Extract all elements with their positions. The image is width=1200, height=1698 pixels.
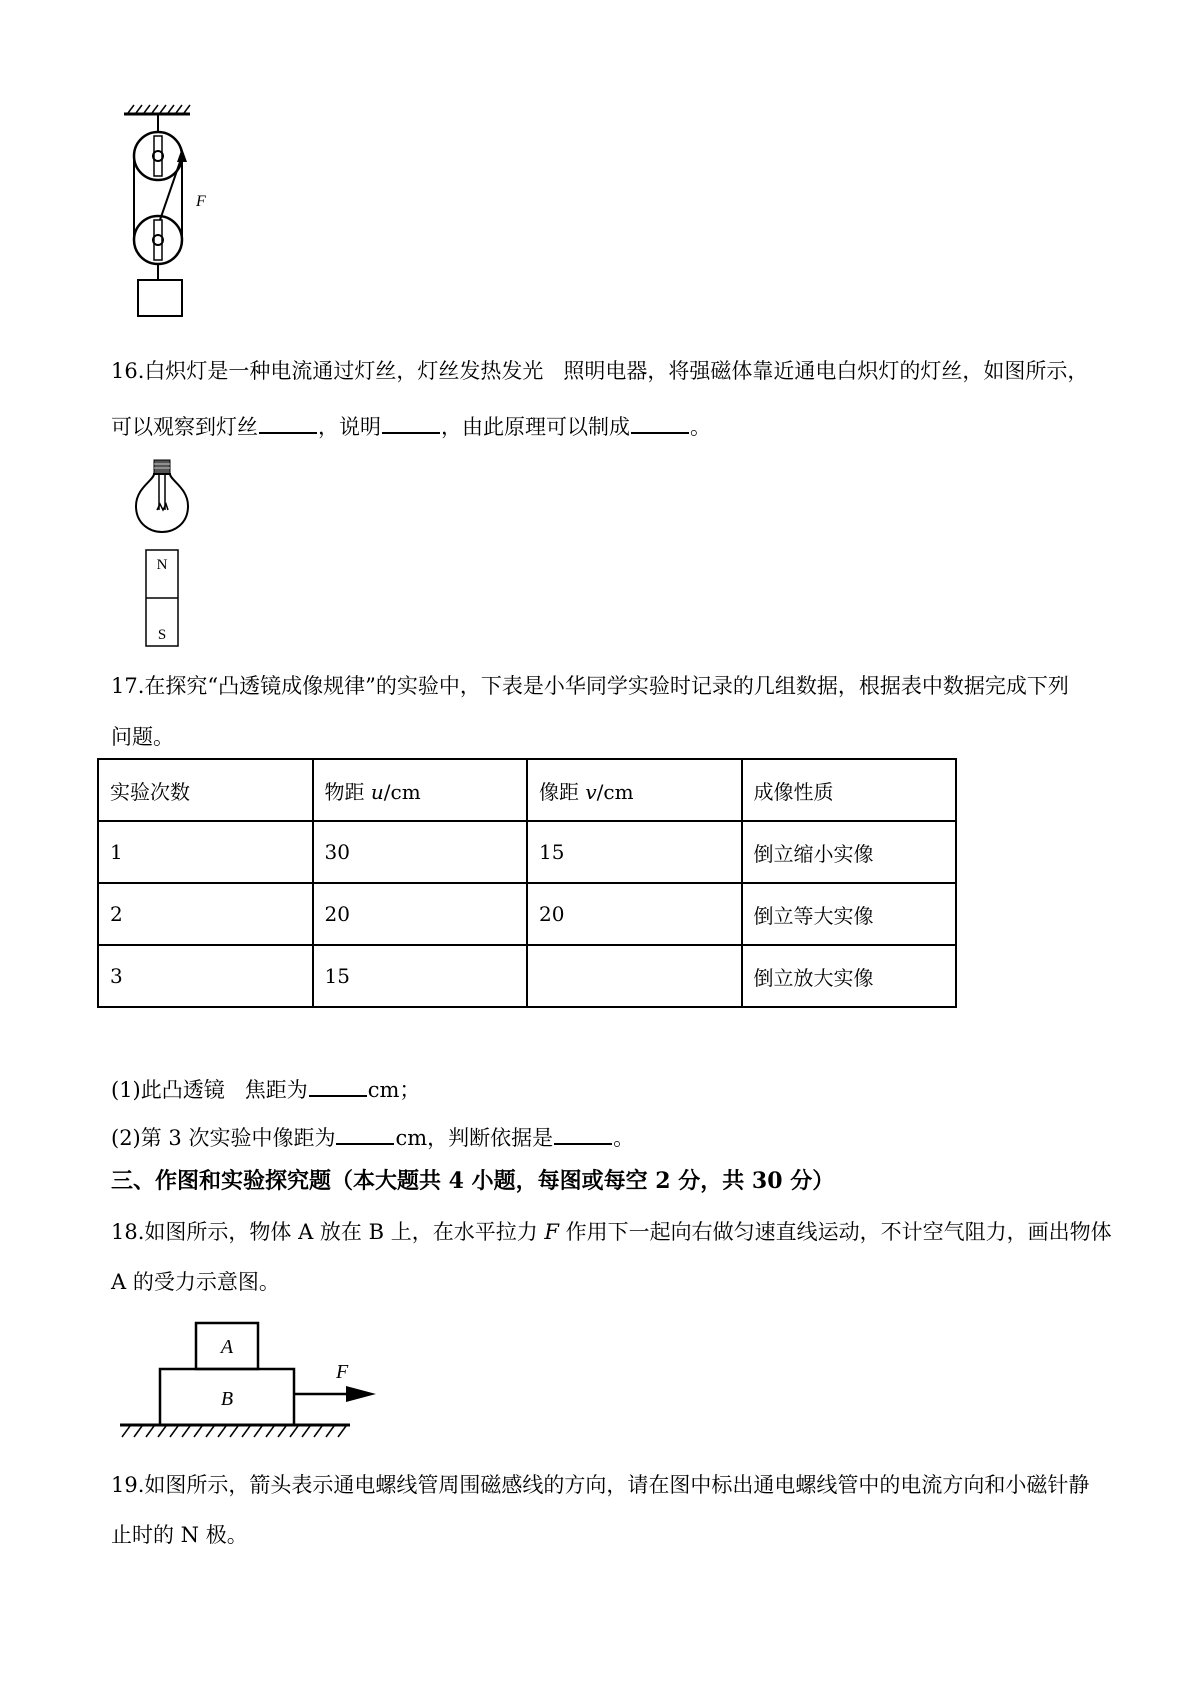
table-cell: 倒立缩小实像 <box>742 821 957 883</box>
q19-line1: 19.如图所示，箭头表示通电螺线管周围磁感线的方向，请在图中标出通电螺线管中的电流方向和小磁针静 <box>111 1473 1090 1497</box>
block-a-label: A <box>220 1336 234 1358</box>
answer-blank[interactable] <box>259 412 317 434</box>
answer-blank[interactable] <box>554 1123 612 1145</box>
bulb-magnet-diagram <box>132 458 192 648</box>
table-row <box>98 945 956 1007</box>
q19-line2: 止时的 N 极。 <box>111 1523 248 1547</box>
table-cell: 15 <box>527 821 742 883</box>
force-label: F <box>336 1361 349 1383</box>
table-header-cell: 实验次数 <box>98 759 313 821</box>
force-label: F <box>196 193 206 210</box>
table-cell: 倒立放大实像 <box>742 945 957 1007</box>
q17-sub1: (1)此凸透镜 焦距为 cm； <box>111 1075 420 1101</box>
block-b-label: B <box>220 1388 234 1410</box>
lens-data-table <box>97 758 957 1008</box>
table-header-cell: 像距 v/cm <box>527 759 742 821</box>
magnet-north-label: N <box>156 557 168 573</box>
magnet-south-label: S <box>157 627 167 643</box>
answer-blank[interactable] <box>631 412 689 434</box>
q16-line2: 可以观察到灯丝 ，说明 ，由此原理可以制成 。 <box>111 412 711 438</box>
q17-sub2: (2)第 3 次实验中像距为 cm，判断依据是 。 <box>111 1123 634 1149</box>
table-row <box>98 821 956 883</box>
table-cell: 1 <box>98 821 313 883</box>
section-3-title: 三、作图和实验探究题（本大题共 4 小题，每图或每空 2 分，共 30 分） <box>111 1168 835 1194</box>
answer-blank[interactable] <box>336 1123 394 1145</box>
table-row <box>98 883 956 945</box>
q18-line2: A 的受力示意图。 <box>111 1270 280 1294</box>
table-cell: 15 <box>313 945 528 1007</box>
table-cell: 2 <box>98 883 313 945</box>
table-cell[interactable] <box>527 945 742 1007</box>
answer-blank[interactable] <box>309 1075 367 1097</box>
answer-blank[interactable] <box>382 412 440 434</box>
table-cell: 20 <box>527 883 742 945</box>
table-header-cell: 物距 u/cm <box>313 759 528 821</box>
table-cell: 20 <box>313 883 528 945</box>
table-header-row <box>98 759 956 821</box>
table-cell: 30 <box>313 821 528 883</box>
table-cell: 3 <box>98 945 313 1007</box>
q17-line1: 17.在探究“凸透镜成像规律”的实验中，下表是小华同学实验时记录的几组数据，根据表中数据完成下列 <box>111 674 1069 698</box>
pulley-diagram <box>120 100 230 340</box>
q17-line2: 问题。 <box>111 725 174 749</box>
blocks-diagram <box>118 1315 388 1445</box>
table-cell: 倒立等大实像 <box>742 883 957 945</box>
q18-line1: 18.如图所示，物体 A 放在 B 上，在水平拉力 F 作用下一起向右做匀速直线运动，不计空气阻力，画出物体 <box>111 1220 1112 1244</box>
q16-line1: 16.白炽灯是一种电流通过灯丝，灯丝发热发光 照明电器，将强磁体靠近通电白炽灯的灯丝，如图所示， <box>111 359 1089 383</box>
table-header-cell: 成像性质 <box>742 759 957 821</box>
